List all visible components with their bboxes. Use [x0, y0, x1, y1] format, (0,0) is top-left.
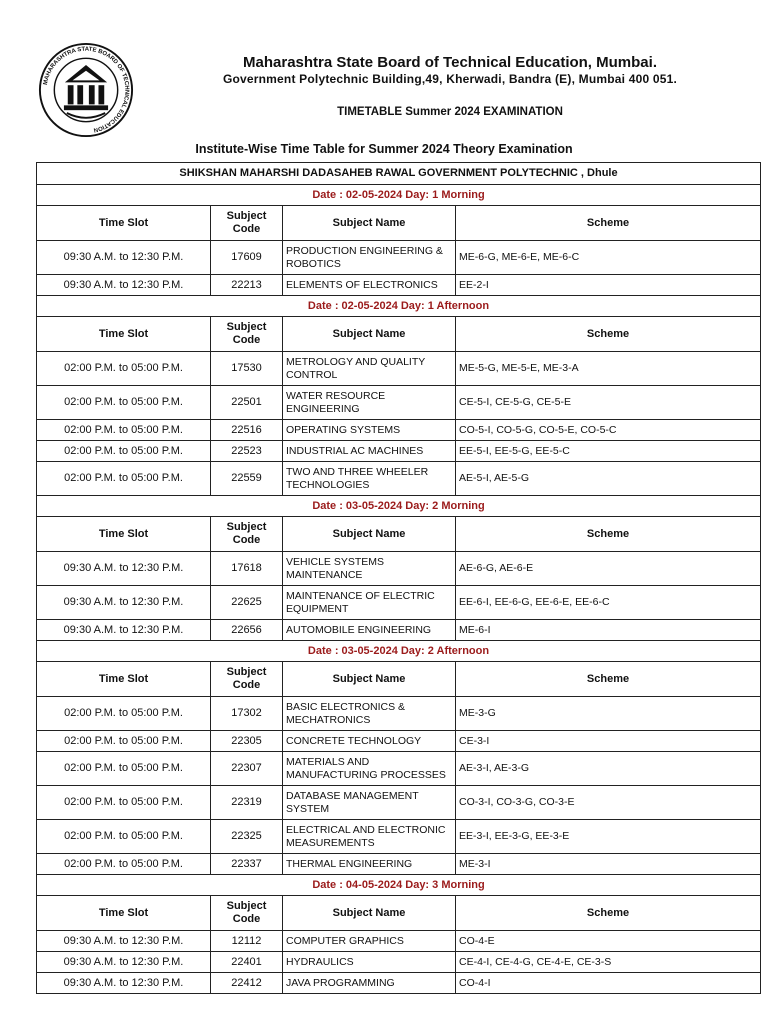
subject-code-cell: 22401: [211, 952, 283, 973]
scheme-cell: CE-5-I, CE-5-G, CE-5-E: [456, 386, 761, 420]
subject-code-cell: 22307: [211, 752, 283, 786]
column-header-row: [37, 206, 761, 241]
date-row: [37, 185, 761, 206]
subject-code-cell: 17618: [211, 552, 283, 586]
col-header-scheme: Scheme: [456, 662, 761, 697]
institute-row: [37, 163, 761, 185]
date-row: [37, 496, 761, 517]
time-slot-cell: 09:30 A.M. to 12:30 P.M.: [37, 586, 211, 620]
table-row: [37, 352, 761, 386]
col-header-scheme: Scheme: [456, 896, 761, 931]
col-header-scheme: Scheme: [456, 517, 761, 552]
time-slot-cell: 09:30 A.M. to 12:30 P.M.: [37, 931, 211, 952]
time-slot-cell: 09:30 A.M. to 12:30 P.M.: [37, 552, 211, 586]
col-header-subject-code: Subject Code: [211, 896, 283, 931]
timetable-body: [37, 163, 761, 994]
scheme-cell: EE-3-I, EE-3-G, EE-3-E: [456, 820, 761, 854]
col-header-subject-code: Subject Code: [211, 662, 283, 697]
subject-code-cell: 12112: [211, 931, 283, 952]
time-slot-cell: 02:00 P.M. to 05:00 P.M.: [37, 462, 211, 496]
subject-name-cell: COMPUTER GRAPHICS: [283, 931, 456, 952]
table-row: [37, 275, 761, 296]
column-header-row: [37, 662, 761, 697]
col-header-subject-name: Subject Name: [283, 517, 456, 552]
table-row: [37, 854, 761, 875]
col-header-subject-name: Subject Name: [283, 317, 456, 352]
subject-name-cell: JAVA PROGRAMMING: [283, 973, 456, 994]
scheme-cell: CO-5-I, CO-5-G, CO-5-E, CO-5-C: [456, 420, 761, 441]
subject-code-cell: 22501: [211, 386, 283, 420]
subject-code-cell: 22305: [211, 731, 283, 752]
subject-name-cell: VEHICLE SYSTEMS MAINTENANCE: [283, 552, 456, 586]
table-row: [37, 586, 761, 620]
col-header-time-slot: Time Slot: [37, 317, 211, 352]
table-row: [37, 552, 761, 586]
time-slot-cell: 02:00 P.M. to 05:00 P.M.: [37, 731, 211, 752]
scheme-cell: ME-6-G, ME-6-E, ME-6-C: [456, 241, 761, 275]
exam-title: TIMETABLE Summer 2024 EXAMINATION: [337, 106, 563, 118]
col-header-scheme: Scheme: [456, 317, 761, 352]
scheme-cell: CO-3-I, CO-3-G, CO-3-E: [456, 786, 761, 820]
date-label: Date : 03-05-2024 Day: 2 Morning: [37, 496, 761, 517]
board-address: Government Polytechnic Building,49, Kherwadi, Bandra (E), Mumbai 400 051.: [222, 72, 678, 86]
table-row: [37, 973, 761, 994]
scheme-cell: AE-5-I, AE-5-G: [456, 462, 761, 496]
time-slot-cell: 09:30 A.M. to 12:30 P.M.: [37, 275, 211, 296]
subject-code-cell: 22523: [211, 441, 283, 462]
col-header-time-slot: Time Slot: [37, 662, 211, 697]
scheme-cell: ME-6-I: [456, 620, 761, 641]
timetable-subtitle: Institute-Wise Time Table for Summer 2024 Theory Examination: [195, 142, 573, 156]
date-row: [37, 296, 761, 317]
scheme-cell: AE-6-G, AE-6-E: [456, 552, 761, 586]
date-row: [37, 641, 761, 662]
col-header-subject-code: Subject Code: [211, 517, 283, 552]
date-label: Date : 02-05-2024 Day: 1 Morning: [37, 185, 761, 206]
scheme-cell: ME-3-G: [456, 697, 761, 731]
subject-name-cell: WATER RESOURCE ENGINEERING: [283, 386, 456, 420]
time-slot-cell: 02:00 P.M. to 05:00 P.M.: [37, 854, 211, 875]
scheme-cell: ME-3-I: [456, 854, 761, 875]
column-header-row: [37, 517, 761, 552]
subject-name-cell: ELECTRICAL AND ELECTRONIC MEASUREMENTS: [283, 820, 456, 854]
subject-code-cell: 17609: [211, 241, 283, 275]
col-header-time-slot: Time Slot: [37, 896, 211, 931]
time-slot-cell: 02:00 P.M. to 05:00 P.M.: [37, 352, 211, 386]
subject-code-cell: 22337: [211, 854, 283, 875]
date-label: Date : 04-05-2024 Day: 3 Morning: [37, 875, 761, 896]
subject-name-cell: ELEMENTS OF ELECTRONICS: [283, 275, 456, 296]
scheme-cell: AE-3-I, AE-3-G: [456, 752, 761, 786]
subject-name-cell: METROLOGY AND QUALITY CONTROL: [283, 352, 456, 386]
subject-code-cell: 22319: [211, 786, 283, 820]
column-header-row: [37, 317, 761, 352]
subject-name-cell: INDUSTRIAL AC MACHINES: [283, 441, 456, 462]
time-slot-cell: 09:30 A.M. to 12:30 P.M.: [37, 241, 211, 275]
subject-code-cell: 22213: [211, 275, 283, 296]
table-row: [37, 420, 761, 441]
time-slot-cell: 02:00 P.M. to 05:00 P.M.: [37, 752, 211, 786]
table-row: [37, 786, 761, 820]
scheme-cell: ME-5-G, ME-5-E, ME-3-A: [456, 352, 761, 386]
table-row: [37, 820, 761, 854]
subject-name-cell: HYDRAULICS: [283, 952, 456, 973]
table-row: [37, 952, 761, 973]
subject-code-cell: 22412: [211, 973, 283, 994]
time-slot-cell: 09:30 A.M. to 12:30 P.M.: [37, 952, 211, 973]
col-header-time-slot: Time Slot: [37, 206, 211, 241]
subject-name-cell: MATERIALS AND MANUFACTURING PROCESSES: [283, 752, 456, 786]
table-row: [37, 697, 761, 731]
column-header-row: [37, 896, 761, 931]
subject-name-cell: AUTOMOBILE ENGINEERING: [283, 620, 456, 641]
subject-code-cell: 17302: [211, 697, 283, 731]
time-slot-cell: 02:00 P.M. to 05:00 P.M.: [37, 420, 211, 441]
table-row: [37, 731, 761, 752]
time-slot-cell: 02:00 P.M. to 05:00 P.M.: [37, 441, 211, 462]
table-row: [37, 620, 761, 641]
scheme-cell: EE-6-I, EE-6-G, EE-6-E, EE-6-C: [456, 586, 761, 620]
institute-name: SHIKSHAN MAHARSHI DADASAHEB RAWAL GOVERNMENT POLYTECHNIC , Dhule: [37, 163, 761, 185]
subject-name-cell: CONCRETE TECHNOLOGY: [283, 731, 456, 752]
table-row: [37, 386, 761, 420]
table-row: [37, 931, 761, 952]
scheme-cell: CE-3-I: [456, 731, 761, 752]
date-row: [37, 875, 761, 896]
subject-code-cell: 17530: [211, 352, 283, 386]
scheme-cell: EE-2-I: [456, 275, 761, 296]
time-slot-cell: 02:00 P.M. to 05:00 P.M.: [37, 697, 211, 731]
page-border-fragment: [36, 980, 37, 992]
date-label: Date : 02-05-2024 Day: 1 Afternoon: [37, 296, 761, 317]
svg-text:MAHARASHTRA STATE BOARD OF TEC: MAHARASHTRA STATE BOARD OF TECHNICAL EDUCATION: [42, 46, 130, 133]
table-row: [37, 752, 761, 786]
scheme-cell: EE-5-I, EE-5-G, EE-5-C: [456, 441, 761, 462]
subject-code-cell: 22325: [211, 820, 283, 854]
col-header-subject-name: Subject Name: [283, 206, 456, 241]
subject-code-cell: 22656: [211, 620, 283, 641]
col-header-scheme: Scheme: [456, 206, 761, 241]
col-header-time-slot: Time Slot: [37, 517, 211, 552]
subject-name-cell: DATABASE MANAGEMENT SYSTEM: [283, 786, 456, 820]
subject-name-cell: TWO AND THREE WHEELER TECHNOLOGIES: [283, 462, 456, 496]
col-header-subject-name: Subject Name: [283, 662, 456, 697]
subject-name-cell: PRODUCTION ENGINEERING & ROBOTICS: [283, 241, 456, 275]
timetable: [36, 162, 761, 994]
scheme-cell: CO-4-E: [456, 931, 761, 952]
col-header-subject-code: Subject Code: [211, 317, 283, 352]
time-slot-cell: 02:00 P.M. to 05:00 P.M.: [37, 386, 211, 420]
page-header: [0, 0, 768, 160]
msbte-logo-icon: [38, 42, 134, 138]
col-header-subject-name: Subject Name: [283, 896, 456, 931]
subject-code-cell: 22559: [211, 462, 283, 496]
scheme-cell: CE-4-I, CE-4-G, CE-4-E, CE-3-S: [456, 952, 761, 973]
time-slot-cell: 09:30 A.M. to 12:30 P.M.: [37, 973, 211, 994]
col-header-subject-code: Subject Code: [211, 206, 283, 241]
time-slot-cell: 09:30 A.M. to 12:30 P.M.: [37, 620, 211, 641]
table-row: [37, 462, 761, 496]
subject-code-cell: 22516: [211, 420, 283, 441]
subject-name-cell: OPERATING SYSTEMS: [283, 420, 456, 441]
subject-name-cell: BASIC ELECTRONICS & MECHATRONICS: [283, 697, 456, 731]
table-row: [37, 441, 761, 462]
scheme-cell: CO-4-I: [456, 973, 761, 994]
subject-code-cell: 22625: [211, 586, 283, 620]
date-label: Date : 03-05-2024 Day: 2 Afternoon: [37, 641, 761, 662]
time-slot-cell: 02:00 P.M. to 05:00 P.M.: [37, 820, 211, 854]
subject-name-cell: THERMAL ENGINEERING: [283, 854, 456, 875]
time-slot-cell: 02:00 P.M. to 05:00 P.M.: [37, 786, 211, 820]
table-row: [37, 241, 761, 275]
subject-name-cell: MAINTENANCE OF ELECTRIC EQUIPMENT: [283, 586, 456, 620]
board-title: Maharashtra State Board of Technical Education, Mumbai.: [243, 54, 657, 71]
